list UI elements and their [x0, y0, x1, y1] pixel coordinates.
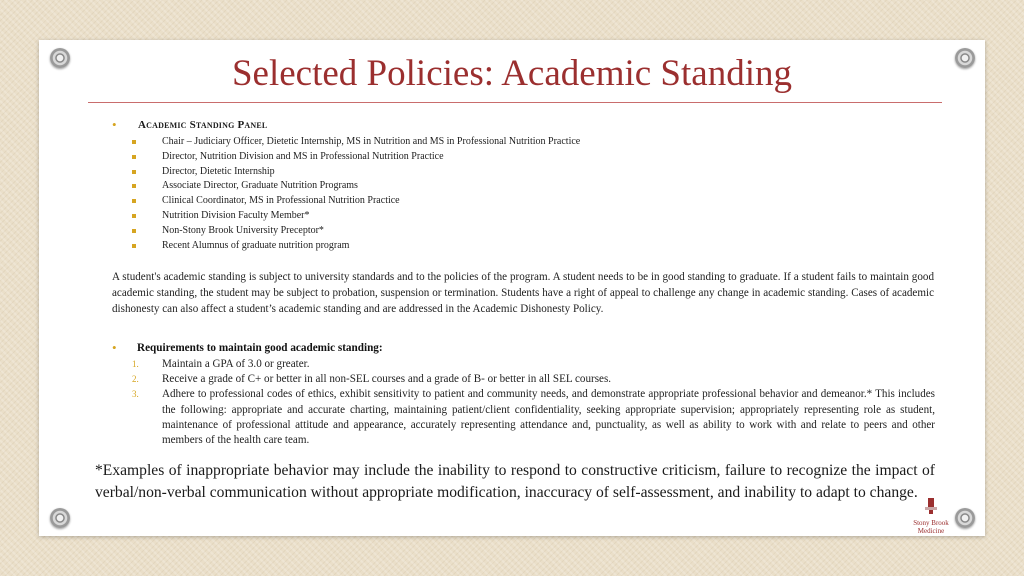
list-number: 2. — [132, 374, 139, 385]
logo-line-1: Stony Brook — [913, 519, 949, 527]
list-item: Non-Stony Brook University Preceptor* — [130, 224, 580, 239]
stony-brook-logo — [903, 498, 959, 535]
list-number: 1. — [132, 359, 139, 369]
list-item: 1. Maintain a GPA of 3.0 or greater. — [132, 357, 935, 372]
square-bullet-icon — [132, 184, 136, 188]
logo-line-2: Medicine — [917, 527, 945, 535]
panel-heading: Academic Standing Panel — [138, 119, 268, 131]
requirements-heading: Requirements to maintain good academic standing: — [137, 342, 383, 354]
list-item: Director, Dietetic Internship — [130, 165, 580, 180]
square-bullet-icon — [132, 244, 136, 248]
list-item: Nutrition Division Faculty Member* — [130, 209, 580, 224]
list-number: 3. — [132, 389, 139, 400]
examples-note: *Examples of inappropriate behavior may include the inability to respond to constructive criticism, failure to recognize the impact of verbal/non-verbal communication without appropriate modification, inaccuracy of self-assessment, and inability to adapt to change. — [95, 462, 935, 501]
list-item: Director, Nutrition Division and MS in Professional Nutrition Practice — [130, 150, 580, 165]
square-bullet-icon — [132, 155, 136, 159]
square-bullet-icon — [132, 214, 136, 218]
bullet-icon: • — [112, 340, 117, 355]
standing-paragraph: A student's academic standing is subject to university standards and to the policies of the program. A student needs to be in good standing to graduate. If a student fails to maintain good academic standing, the student may be subject to probation, suspension or termination. Students have a right of appeal to challenge any change in academic standing. Cases of academic dishonesty can also affect a student’s academic standing and are addressed in the Academic Dishonesty Policy. — [112, 271, 934, 315]
list-item: Recent Alumnus of graduate nutrition program — [130, 239, 580, 254]
list-item: 2. Receive a grade of C+ or better in all non-SEL courses and a grade of B- or better in all SEL courses. — [132, 372, 935, 387]
square-bullet-icon — [132, 229, 136, 233]
list-item: Clinical Coordinator, MS in Professional Nutrition Practice — [130, 194, 580, 209]
pushpin-icon — [50, 508, 70, 528]
list-item: Chair – Judiciary Officer, Dietetic Internship, MS in Nutrition and MS in Professional Nutrition Practice — [130, 135, 580, 150]
square-bullet-icon — [132, 170, 136, 174]
title-divider — [88, 102, 942, 103]
square-bullet-icon — [132, 140, 136, 144]
page-title: Selected Policies: Academic Standing — [231, 53, 792, 94]
logo-mark-icon — [924, 498, 938, 514]
list-item: 3. Adhere to professional codes of ethics, exhibit sensitivity to patient and community needs, and demonstrate appropriate professional behavior and demeanor.* This includes the following: appropriate and accurate charting, maintaining patient/client confidentiality, seeking appropriate supervision; appropriately representing role as student, maintenance of professional attitude and appearance, accurately representing attendance and, punctuality, as well as ability to work with and relate to peers and other members of the health care team. — [132, 388, 935, 447]
requirements-list — [132, 357, 935, 448]
panel-members-list — [130, 135, 580, 253]
square-bullet-icon — [132, 199, 136, 203]
bullet-icon: • — [112, 117, 117, 132]
list-item: Associate Director, Graduate Nutrition Programs — [130, 179, 580, 194]
